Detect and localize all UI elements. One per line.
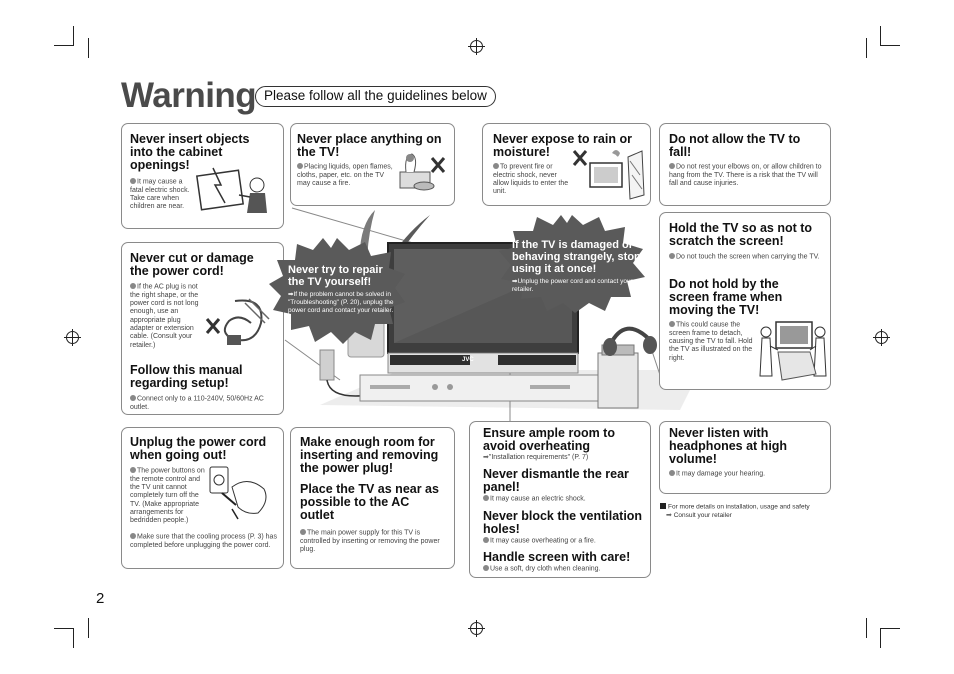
burst-repair-text-body: If the problem cannot be solved in "Troubleshooting" (P. 20), unplug the power cord and contact your retailer. bbox=[288, 291, 394, 314]
crop-mark bbox=[88, 618, 89, 638]
text-insert-objects bbox=[130, 178, 196, 212]
bullet-icon bbox=[130, 178, 136, 184]
items-on-tv-prohibited-illustration bbox=[396, 148, 454, 194]
crop-mark bbox=[88, 38, 89, 58]
burst-damaged-heading: If the TV is damaged or behaving strangely, stop using it at once! bbox=[512, 239, 641, 275]
unplugging-hand-illustration bbox=[208, 465, 272, 523]
text-ventilation-body: It may cause overheating or a fire. bbox=[490, 537, 596, 545]
page-subtitle: Please follow all the guidelines below bbox=[255, 86, 496, 107]
bullet-icon bbox=[297, 163, 303, 169]
damaged-cord-prohibited-illustration bbox=[205, 293, 275, 355]
heading-ventilation: Never block the ventilation holes! bbox=[483, 509, 643, 536]
text-rain-moisture-body: To prevent fire or electric shock, never allow liquids to enter the unit. bbox=[493, 163, 569, 196]
carrying-tv-illustration bbox=[758, 316, 828, 386]
text-hold-tv-body: Do not touch the screen when carrying the TV. bbox=[676, 253, 820, 261]
crop-mark bbox=[880, 26, 881, 46]
child-inserting-object-illustration bbox=[195, 163, 275, 223]
bullet-icon bbox=[493, 163, 499, 169]
text-tv-fall bbox=[669, 163, 827, 188]
text-headphones bbox=[669, 470, 819, 479]
text-screen-care-body: Use a soft, dry cloth when cleaning. bbox=[490, 565, 601, 573]
bullet-icon bbox=[483, 537, 489, 543]
heading-screen-care: Handle screen with care! bbox=[483, 550, 631, 564]
text-screen-frame bbox=[669, 321, 755, 363]
heading-power-cord: Never cut or damage the power cord! bbox=[130, 251, 254, 278]
burst-damaged-text bbox=[512, 278, 642, 294]
square-bullet-icon bbox=[660, 503, 666, 509]
burst-repair-heading: Never try to repair the TV yourself! bbox=[288, 264, 383, 288]
text-rear-panel-body: It may cause an electric shock. bbox=[490, 495, 586, 503]
heading-headphones: Never listen with headphones at high volume! bbox=[669, 426, 788, 466]
footnote bbox=[660, 503, 810, 520]
text-place-anything-body: Placing liquids, open flames, cloths, paper, etc. on the TV may cause a fire. bbox=[297, 163, 393, 188]
bullet-icon bbox=[130, 533, 136, 539]
footnote-line1 bbox=[660, 503, 810, 512]
text-follow-manual bbox=[130, 395, 280, 412]
crop-mark bbox=[880, 45, 900, 46]
tv-brand-label: JVC bbox=[462, 357, 474, 363]
heading-tv-fall: Do not allow the TV to fall! bbox=[669, 132, 801, 159]
heading-screen-frame: Do not hold by the screen frame when moving the TV! bbox=[669, 277, 783, 317]
text-insert-objects-body: It may cause a fatal electric shock. Take care when children are near. bbox=[130, 178, 190, 211]
bullet-icon bbox=[130, 395, 136, 401]
text-overheating-ref-body: "Installation requirements" (P. 7) bbox=[488, 454, 589, 461]
burst-repair-text bbox=[288, 291, 408, 315]
text-tv-fall-body: Do not rest your elbows on, or allow children to hang from the TV. There is a risk that the TV will fall and cause injuries. bbox=[669, 163, 822, 188]
bullet-icon bbox=[669, 163, 675, 169]
heading-near-outlet: Place the TV as near as possible to the AC outlet bbox=[300, 482, 439, 522]
bullet-icon bbox=[300, 529, 306, 535]
text-ventilation bbox=[483, 537, 643, 546]
crop-mark bbox=[866, 38, 867, 58]
page-title: Warning bbox=[121, 76, 257, 115]
text-rain-moisture bbox=[493, 163, 571, 197]
heading-follow-manual: Follow this manual regarding setup! bbox=[130, 363, 243, 390]
bullet-icon bbox=[669, 321, 675, 327]
registration-mark-icon bbox=[875, 331, 888, 344]
bullet-icon bbox=[483, 495, 489, 501]
heading-insert-objects: Never insert objects into the cabinet openings! bbox=[130, 132, 250, 172]
text-unplug-body: The power buttons on the remote control and the TV unit cannot completely turn off the TV. (Make appropriate arrangements for bedridden people.) bbox=[130, 467, 205, 525]
registration-mark-icon bbox=[470, 622, 483, 635]
text-cooling bbox=[130, 533, 278, 550]
text-headphones-body: It may damage your hearing. bbox=[676, 470, 766, 478]
crop-mark bbox=[73, 26, 74, 46]
text-screen-frame-body: This could cause the screen frame to detach, causing the TV to fall. Hold the TV as illustrated on the right. bbox=[669, 321, 753, 362]
text-overheating-ref bbox=[483, 454, 643, 462]
text-near-outlet bbox=[300, 529, 445, 554]
burst-damaged bbox=[497, 213, 647, 313]
tv-in-rain-prohibited-illustration bbox=[572, 145, 648, 201]
burst-repair bbox=[267, 236, 407, 346]
text-place-anything bbox=[297, 163, 397, 188]
crop-mark bbox=[880, 628, 900, 629]
footnote-line2-text: Consult your retailer bbox=[673, 511, 732, 519]
bullet-icon bbox=[130, 467, 136, 473]
crop-mark bbox=[866, 618, 867, 638]
bullet-icon bbox=[669, 253, 675, 259]
page-number: 2 bbox=[96, 590, 105, 607]
footnote-line1-text: For more details on installation, usage and safety bbox=[668, 503, 810, 511]
arrow-icon: ➡ bbox=[512, 278, 518, 285]
arrow-icon: ➡ bbox=[483, 454, 489, 461]
crop-mark bbox=[880, 628, 881, 648]
heading-unplug: Unplug the power cord when going out! bbox=[130, 435, 267, 462]
heading-rear-panel: Never dismantle the rear panel! bbox=[483, 467, 629, 494]
text-screen-care bbox=[483, 565, 643, 574]
crop-mark bbox=[54, 628, 74, 629]
text-follow-manual-body: Connect only to a 110-240V, 50/60Hz AC outlet. bbox=[130, 395, 264, 411]
crop-mark bbox=[54, 45, 74, 46]
text-near-outlet-body: The main power supply for this TV is controlled by inserting or removing the power plug. bbox=[300, 529, 440, 554]
text-power-cord-body: If the AC plug is not the right shape, or the power cord is not long enough, use an appropriate plug adapter or extension cable. (Consult your retailer.) bbox=[130, 283, 199, 349]
text-power-cord bbox=[130, 283, 205, 350]
heading-rain-moisture: Never expose to rain or moisture! bbox=[493, 132, 632, 159]
text-cooling-body: Make sure that the cooling process (P. 3) has completed before unplugging the power cord. bbox=[130, 533, 277, 549]
crop-mark bbox=[73, 628, 74, 648]
bullet-icon bbox=[483, 565, 489, 571]
footnote-line2 bbox=[660, 512, 810, 520]
text-rear-panel bbox=[483, 495, 643, 504]
registration-mark-icon bbox=[470, 40, 483, 53]
arrow-icon: ➡ bbox=[288, 291, 294, 298]
heading-place-anything: Never place anything on the TV! bbox=[297, 132, 442, 159]
text-hold-tv bbox=[669, 253, 827, 262]
heading-power-plug: Make enough room for inserting and removing the power plug! bbox=[300, 435, 439, 475]
heading-overheating: Ensure ample room to avoid overheating bbox=[483, 426, 615, 453]
burst-damaged-text-body: Unplug the power cord and contact your retailer. bbox=[512, 278, 633, 293]
bullet-icon bbox=[669, 470, 675, 476]
text-unplug bbox=[130, 467, 210, 526]
bullet-icon bbox=[130, 283, 136, 289]
arrow-icon: ➡ bbox=[666, 511, 672, 519]
heading-hold-tv: Hold the TV so as not to scratch the screen! bbox=[669, 221, 813, 248]
registration-mark-icon bbox=[66, 331, 79, 344]
